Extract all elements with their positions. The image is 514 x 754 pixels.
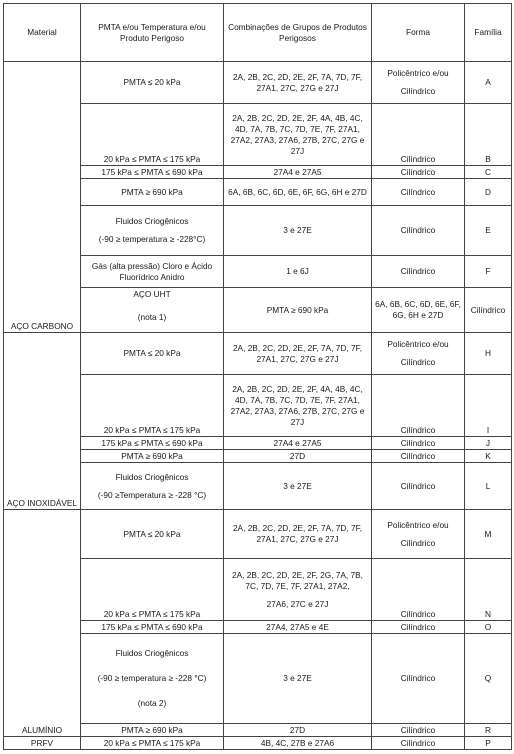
familia-cell: M (465, 510, 512, 559)
pmta-cell: 20 kPa ≤ PMTA ≤ 175 kPa (81, 104, 224, 166)
forma-line-2: Cilíndrico (400, 86, 436, 96)
groups-cell: 3 e 27E (224, 463, 372, 510)
table-row-e (4, 206, 512, 256)
groups-cell: 1 e 6J (224, 256, 372, 288)
familia-cell: H (465, 333, 512, 375)
forma-cell: Cilíndrico (372, 621, 465, 634)
pmta-cell (81, 634, 224, 724)
table-row-i (4, 375, 512, 437)
material-aco-carbono: AÇO CARBONO (4, 62, 81, 333)
pmta-cell: 20 kPa ≤ PMTA ≤ 175 kPa (81, 375, 224, 437)
forma-line-1: Policêntrico e/ou (387, 339, 449, 349)
table-row-o (4, 621, 512, 634)
material-aco-inox: AÇO INOXIDÁVEL (4, 333, 81, 510)
pmta-cell: 20 kPa ≤ PMTA ≤ 175 kPa (81, 737, 224, 750)
forma-cell: Cilíndrico (372, 256, 465, 288)
forma-line-2: Cilíndrico (400, 357, 436, 367)
forma-cell: Cilíndrico (372, 634, 465, 724)
forma-line-1: Policêntrico e/ou (387, 68, 449, 78)
material-note: (nota 1) (137, 312, 167, 322)
pmta-cell: 20 kPa ≤ PMTA ≤ 175 kPa (81, 559, 224, 621)
pmta-line-1: Fluidos Criogênicos (115, 216, 189, 226)
pmta-cell (81, 463, 224, 510)
table-row-g (4, 288, 512, 333)
forma-cell: Cilíndrico (372, 166, 465, 179)
forma-cell: Cilíndrico (372, 559, 465, 621)
pmta-cell: PMTA ≥ 690 kPa (224, 288, 372, 333)
table-row-p (4, 737, 512, 750)
forma-cell: Cilíndrico (372, 375, 465, 437)
familia-cell: A (465, 62, 512, 104)
forma-cell: Cilíndrico (372, 179, 465, 206)
familia-cell: Q (465, 634, 512, 724)
groups-cell: 27A4 e 27A5 (224, 437, 372, 450)
pmta-line-3: (nota 2) (137, 698, 167, 708)
header-forma: Forma (372, 4, 465, 62)
familia-cell: I (465, 375, 512, 437)
table-row-r (4, 724, 512, 737)
pmta-cell: PMTA ≤ 20 kPa (81, 333, 224, 375)
forma-cell: Cilíndrico (372, 737, 465, 750)
forma-cell: Cilíndrico (465, 288, 512, 333)
header-row (4, 4, 512, 62)
groups-cell: 27A4, 27A5 e 4E (224, 621, 372, 634)
forma-cell: Cilíndrico (372, 724, 465, 737)
forma-cell: Cilíndrico (372, 450, 465, 463)
forma-cell (372, 510, 465, 559)
familia-cell: E (465, 206, 512, 256)
pmta-cell: Gás (alta pressão) Cloro e Ácido Fluorídrico Anidro (81, 256, 224, 288)
familia-cell: R (465, 724, 512, 737)
material-aluminio: ALUMÍNIO (4, 510, 81, 737)
pmta-cell: PMTA ≤ 20 kPa (81, 510, 224, 559)
familia-cell: J (465, 437, 512, 450)
forma-cell: Cilíndrico (372, 463, 465, 510)
table-row-c (4, 166, 512, 179)
pmta-line-1: Fluidos Criogênicos (115, 471, 189, 482)
pmta-cell: 175 kPa ≤ PMTA ≤ 690 kPa (81, 621, 224, 634)
header-pmta: PMTA e/ou Temperatura e/ou Produto Perigoso (81, 4, 224, 62)
groups-line-2: 27A6, 27C e 27J (266, 598, 329, 609)
pmta-cell: 175 kPa ≤ PMTA ≤ 690 kPa (81, 166, 224, 179)
familia-cell: D (465, 179, 512, 206)
material-name: AÇO UHT (133, 289, 171, 299)
groups-cell: 27D (224, 724, 372, 737)
groups-cell: 2A, 2B, 2C, 2D, 2E, 2F, 4A, 4B, 4C, 4D, 7A, 7B, 7C, 7D, 7E, 7F, 27A1, 27A2, 27A3, 27A6, 27B, 27C, 27G e 27J (224, 104, 372, 166)
familia-cell: L (465, 463, 512, 510)
table-row-q (4, 634, 512, 724)
pmta-line-2: (-90 ≥ temperatura ≥ -228°C) (98, 234, 206, 244)
familia-cell: O (465, 621, 512, 634)
groups-cell (224, 559, 372, 621)
familia-cell: C (465, 166, 512, 179)
groups-cell: 3 e 27E (224, 634, 372, 724)
forma-cell: Cilíndrico (372, 104, 465, 166)
pmta-line-1: Fluidos Criogênicos (115, 648, 189, 658)
familia-cell: K (465, 450, 512, 463)
table-row-d (4, 179, 512, 206)
header-familia: Família (465, 4, 512, 62)
table-row-m (4, 510, 512, 559)
table-row-h (4, 333, 512, 375)
familia-cell: P (465, 737, 512, 750)
pmta-line-2: (-90 ≥Temperatura ≥ -228 °C) (97, 489, 207, 500)
table-row-b (4, 104, 512, 166)
pmta-cell: PMTA ≤ 20 kPa (81, 62, 224, 104)
forma-line-2: Cilíndrico (400, 537, 436, 548)
groups-line-1: 2A, 2B, 2C, 2D, 2E, 2F, 2G, 7A, 7B, 7C, 7D, 7E, 7F, 27A1, 27A2, (232, 569, 363, 591)
familia-cell: N (465, 559, 512, 621)
forma-cell (372, 333, 465, 375)
header-groups: Combinações de Grupos de Produtos Perigosos (224, 4, 372, 62)
forma-line-1: Policêntrico e/ou (387, 519, 449, 530)
groups-cell: 2A, 2B, 2C, 2D, 2E, 2F, 4A, 4B, 4C, 4D, 7A, 7B, 7C, 7D, 7E, 7F, 27A1, 27A2, 27A3, 27A6, 27B, 27C, 27G e 27J (224, 375, 372, 437)
table-row-l (4, 463, 512, 510)
table-row-j (4, 437, 512, 450)
groups-cell: 27D (224, 450, 372, 463)
forma-cell: Cilíndrico (372, 437, 465, 450)
pmta-cell: PMTA ≥ 690 kPa (81, 724, 224, 737)
pmta-cell: 175 kPa ≤ PMTA ≤ 690 kPa (81, 437, 224, 450)
familia-cell: F (465, 256, 512, 288)
pmta-cell: PMTA ≥ 690 kPa (81, 450, 224, 463)
groups-cell: 6A, 6B, 6C, 6D, 6E, 6F, 6G, 6H e 27D (372, 288, 465, 333)
groups-cell: 27A4 e 27A5 (224, 166, 372, 179)
groups-cell: 2A, 2B, 2C, 2D, 2E, 2F, 7A, 7D, 7F, 27A1, 27C, 27G e 27J (224, 510, 372, 559)
material-aco-uht (81, 288, 224, 333)
groups-cell: 6A, 6B, 6C, 6D, 6E, 6F, 6G, 6H e 27D (224, 179, 372, 206)
groups-cell: 2A, 2B, 2C, 2D, 2E, 2F, 7A, 7D, 7F, 27A1, 27C, 27G e 27J (224, 62, 372, 104)
header-material: Material (4, 4, 81, 62)
table-row-k (4, 450, 512, 463)
specification-table (3, 3, 512, 750)
forma-cell (372, 62, 465, 104)
groups-cell: 2A, 2B, 2C, 2D, 2E, 2F, 7A, 7D, 7F, 27A1, 27C, 27G e 27J (224, 333, 372, 375)
material-prfv: PRFV (4, 737, 81, 750)
familia-cell: B (465, 104, 512, 166)
forma-cell: Cilíndrico (372, 206, 465, 256)
groups-cell: 4B, 4C, 27B e 27A6 (224, 737, 372, 750)
table-row-n (4, 559, 512, 621)
groups-cell: 3 e 27E (224, 206, 372, 256)
table-row-a (4, 62, 512, 104)
pmta-cell (81, 206, 224, 256)
table-row-f (4, 256, 512, 288)
pmta-cell: PMTA ≥ 690 kPa (81, 179, 224, 206)
pmta-line-2: (-90 ≥ temperatura ≥ -228 °C) (97, 673, 207, 683)
